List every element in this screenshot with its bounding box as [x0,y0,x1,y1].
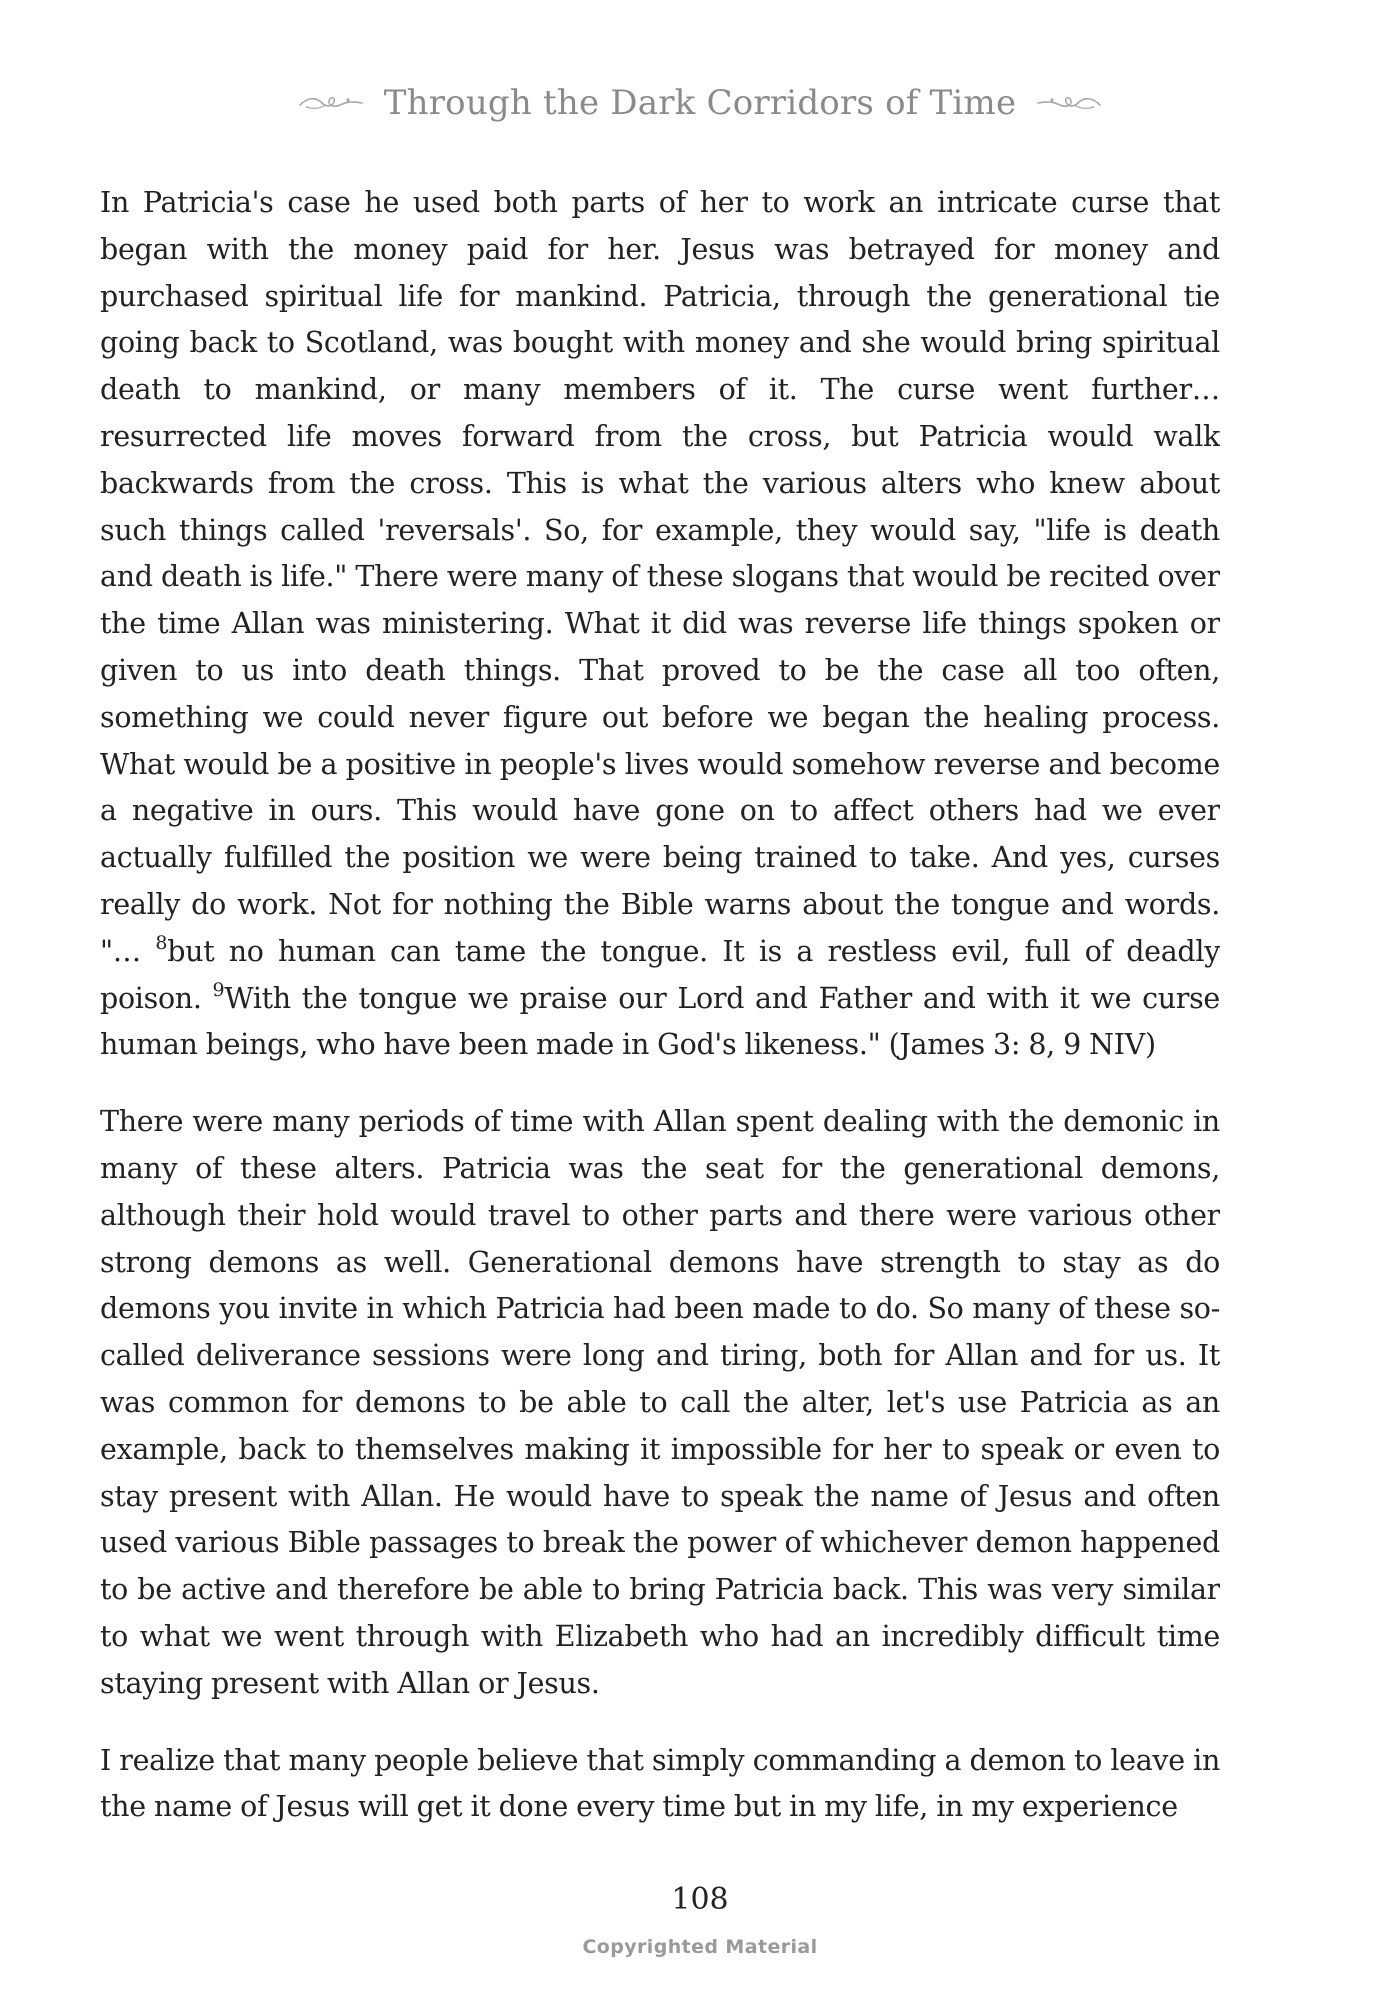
flourish-ornament-icon [1036,93,1102,113]
flourish-ornament-icon [298,93,364,113]
verse-number: 8 [155,932,168,955]
copyright-notice: Copyrighted Material [582,1936,818,1958]
verse-number: 9 [212,979,225,1002]
body-paragraph: There were many periods of time with Allan spent dealing with the demonic in many of these alters. Patricia was the seat for the generational demons, although their hold would travel to other parts and there were various other strong demons as well. Generational demons have strength to stay as do demons you invite in which Patricia had been made to do. So many of these so-called deliverance sessions were long and tiring, both for Allan and for us. It was common for demons to be able to call the alter, let's use Patricia as an example, back to themselves making it impossible for her to speak or even to stay present with Allan. He would have to speak the name of Jesus and often used various Bible passages to break the power of whichever demon happened to be active and therefore be able to bring Patricia back. This was very similar to what we went through with Elizabeth who had an incredibly difficult time staying present with Allan or Jesus. [100,1105,1220,1700]
page-number: 108 [671,1882,729,1917]
paragraph-text: In Patricia's case he used both parts of her to work an intricate curse that began with the money paid for her. Jesus was betrayed for money and purchased spiritual life for mankind. Patricia, through the generational tie going back to Scotland, was bought with money and she would bring spiritual death to mankind, or many members of it. The curse went further… resurrected life moves forward from the cross, but Patricia would walk backwards from the cross. This is what the various alters who knew about such things called 'reversals'. So, for example, they would say, "life is death and death is life." There were many of these slogans that would be recited over the time Allan was ministering. What it did was reverse life things spoken or given to us into death things. That proved to be the case all too often, something we could never figure out before we began the healing process. What would be a positive in people's lives would somehow reverse and become a negative in ours. This would have gone on to affect others had we ever actually fulfilled the position we were being trained to take. And yes, curses really do work. Not for nothing the Bible warns about the tongue and words. "… [100,186,1220,968]
book-title: Through the Dark Corridors of Time [383,83,1017,123]
paragraph-text: With the tongue we praise our Lord and Father and with it we curse human beings, who have been made in God's likeness." (James 3: 8, 9 NIV) [100,981,1220,1062]
paragraph-text: but no human can tame the tongue. It is a restless evil, full of deadly poison. [100,934,1220,1015]
running-header [0,78,1400,128]
body-paragraph [100,180,1220,1069]
body-paragraph: I realize that many people believe that simply commanding a demon to leave in the name of Jesus will get it done every time but in my life, in my experience [100,1743,1220,1824]
page-body [100,180,1220,1845]
